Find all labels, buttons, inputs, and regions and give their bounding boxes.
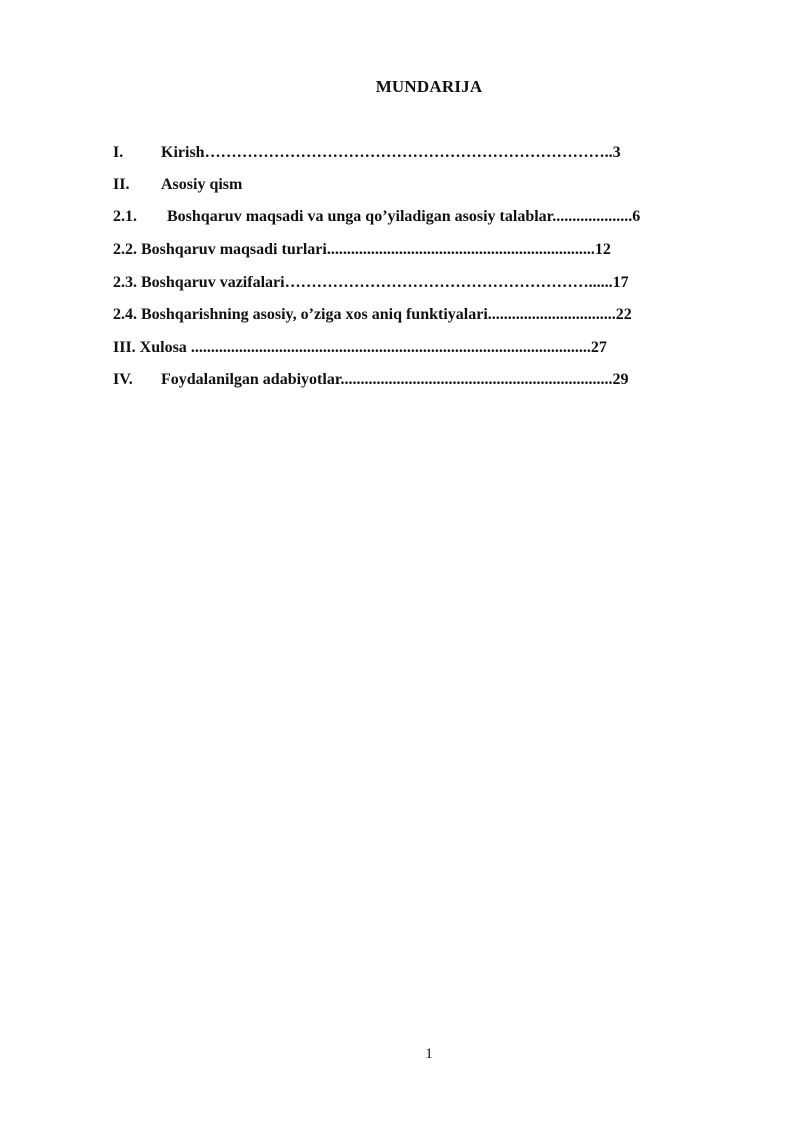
- toc-entry-leader: ...................................................................: [326, 241, 595, 258]
- toc-entry-page: 22: [615, 306, 632, 323]
- toc-entry-kirish: [113, 140, 621, 166]
- toc-entry-label: Foydalanilgan adabiyotlar: [161, 371, 341, 388]
- toc-entry-label: Asosiy qism: [161, 176, 243, 193]
- toc-entry-label: Boshqaruv maqsadi va unga qo’yiladigan asosiy talablar: [167, 208, 553, 225]
- toc-entry-number: 2.1.: [113, 208, 137, 225]
- toc-entry-page: 27: [590, 339, 607, 356]
- toc-entry-number: II.: [113, 176, 130, 193]
- toc-entry-page: 3: [612, 144, 621, 161]
- toc-entry-label: 2.3. Boshqaruv vazifalari: [113, 274, 285, 291]
- toc-entry-page: 12: [594, 241, 611, 258]
- toc-entry-2-3: [113, 270, 629, 296]
- toc-entry-adabiyotlar: [113, 367, 628, 393]
- toc-entry-2-2: [113, 237, 611, 263]
- toc-entry-label: Kirish: [161, 144, 205, 161]
- toc-entry-leader: ....................: [552, 208, 633, 225]
- toc-entry-page: 17: [612, 274, 629, 291]
- toc-entry-number: I.: [113, 144, 124, 161]
- toc-entry-leader: ....................................................................: [340, 371, 613, 388]
- toc-entry-number: IV.: [113, 371, 133, 388]
- toc-entry-xulosa: [113, 335, 607, 361]
- toc-entry-leader: …………………………………………………......: [284, 274, 613, 291]
- toc-entry-leader: ................................: [487, 306, 616, 323]
- toc-entry-leader: …………………………………………………………………..: [204, 144, 613, 161]
- toc-entry-page: 6: [632, 208, 641, 225]
- toc-entry-2-4: [113, 302, 632, 328]
- toc-entry-2-1: [113, 204, 640, 230]
- toc-entry-label: III. Xulosa: [113, 339, 191, 356]
- toc-entry-asosiy-qism: [113, 172, 242, 198]
- toc-entry-leader: ....................................................................................................: [190, 339, 591, 356]
- page-title: MUNDARIJA: [375, 77, 483, 96]
- toc-entry-label: 2.4. Boshqarishning asosiy, o’ziga xos aniq funktiyalari: [113, 306, 488, 323]
- toc-entry-label: 2.2. Boshqaruv maqsadi turlari: [113, 241, 327, 258]
- page-number: 1: [425, 1046, 433, 1062]
- toc-entry-page: 29: [612, 371, 629, 388]
